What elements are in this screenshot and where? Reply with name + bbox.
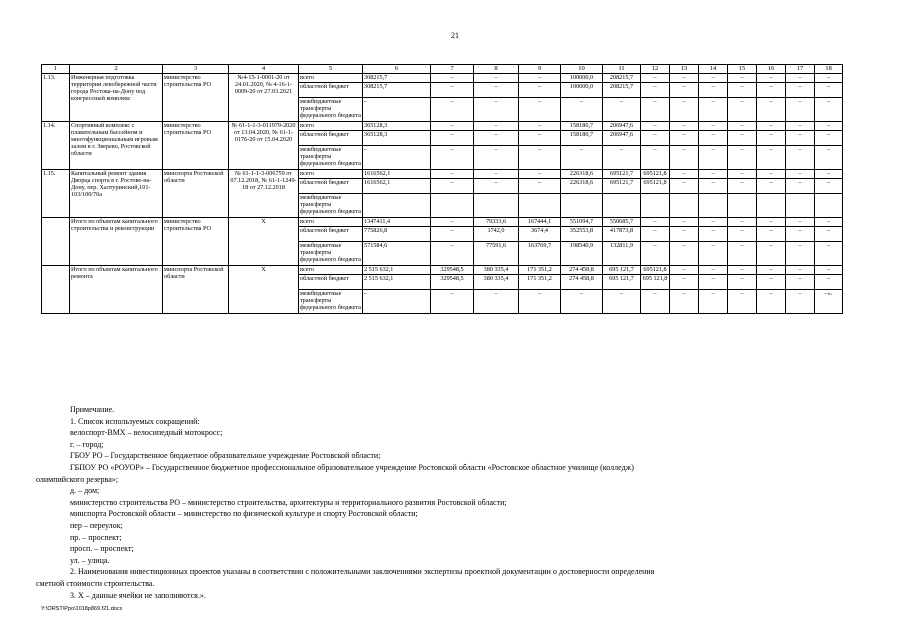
row-number [42,266,70,314]
value-cell: – [757,170,786,179]
row-number [42,218,70,266]
funding-source: межбюджетные трансферты федерального бюджета [299,242,363,266]
value-cell: – [519,122,561,131]
value-cell: 1742,0 [474,227,519,242]
value-cell: – [699,290,728,314]
expertise-document: № 61-1-1-3-006759 от 07.12.2018, № 61-1-1249-18 от 27.12.2018 [229,170,299,218]
funding-source: всего [299,266,363,275]
value-cell [757,194,786,218]
column-header: 6 [363,65,431,74]
value-cell: – [641,74,670,83]
value-cell [699,194,728,218]
value-cell: 551094,7 [561,218,603,227]
value-cell: 380 335,4 [474,275,519,290]
funding-source: всего [299,74,363,83]
value-cell [431,194,474,218]
value-cell: 2 515 632,1 [363,266,431,275]
value-cell: – [786,131,815,146]
value-cell: – [815,218,843,227]
value-cell: – [757,227,786,242]
value-cell: – [519,74,561,83]
responsible-org: министерство строительства РО [163,74,229,122]
column-header: 18 [815,65,843,74]
value-cell: – [757,266,786,275]
value-cell: 2 515 632,1 [363,275,431,290]
value-cell: – [603,290,641,314]
value-cell: – [474,290,519,314]
value-cell: 171 351,2 [519,275,561,290]
value-cell: – [670,218,699,227]
value-cell: – [699,179,728,194]
abbr-line: велоспорт-ВМХ – велосипедный мотокросс; [70,428,223,438]
funding-source: всего [299,170,363,179]
value-cell: 3674,4 [519,227,561,242]
value-cell: – [474,131,519,146]
object-name: Капитальный ремонт здания Дворца спорта в г. Ростове-на-Дону, пер. Халтуринский,101-103/100/70а [70,170,163,218]
value-cell: – [757,122,786,131]
value-cell: – [699,218,728,227]
header-row [42,65,843,74]
budget-table [41,64,843,314]
value-cell: – [815,131,843,146]
value-cell: – [757,290,786,314]
column-header: 11 [603,65,641,74]
value-cell: 167444,1 [519,218,561,227]
value-cell: – [641,242,670,266]
value-cell: – [363,98,431,122]
column-header: 10 [561,65,603,74]
value-cell: 329548,5 [431,275,474,290]
value-cell: – [474,74,519,83]
value-cell: – [815,170,843,179]
value-cell: 695121,8 [641,266,670,275]
value-cell: 695121,8 [641,179,670,194]
value-cell [641,194,670,218]
column-header: 4 [229,65,299,74]
value-cell: 329548,5 [431,266,474,275]
value-cell: 163769,7 [519,242,561,266]
value-cell: – [728,122,757,131]
value-cell [519,194,561,218]
abbr-line: просп. – проспект; [70,544,134,554]
value-cell: – [815,74,843,83]
value-cell: – [728,266,757,275]
value-cell: – [641,131,670,146]
value-cell: – [699,266,728,275]
value-cell: – [728,218,757,227]
responsible-org: минспорта Ростовской области [163,266,229,314]
value-cell: – [786,83,815,98]
notes-title: Примечание. [70,405,115,414]
value-cell: – [474,98,519,122]
value-cell: – [474,179,519,194]
funding-source: областной бюджет [299,275,363,290]
value-cell [815,194,843,218]
value-cell: – [728,275,757,290]
funding-source: областной бюджет [299,227,363,242]
value-cell: – [431,122,474,131]
column-header: 8 [474,65,519,74]
value-cell: 695 121,7 [603,275,641,290]
abbr-line-continued: олимпийского резерва»; [36,474,118,484]
responsible-org: министерство строительства РО [163,122,229,170]
value-cell: – [757,98,786,122]
value-cell: – [815,98,843,122]
value-cell [670,194,699,218]
value-cell: 1347411,4 [363,218,431,227]
value-cell: –». [815,290,843,314]
funding-source: межбюджетные трансферты федерального бюджета [299,290,363,314]
column-header: 1 [42,65,70,74]
abbr-line: ул. – улица. [70,555,110,565]
expertise-document: № 61-1-1-3-011979-2020 от 13.04.2020, № 61-1-0176-20 от 15.04.2020 [229,122,299,170]
value-cell: – [431,83,474,98]
value-cell: – [757,146,786,170]
value-cell: – [431,242,474,266]
column-header: 13 [670,65,699,74]
value-cell: – [786,122,815,131]
value-cell: – [561,98,603,122]
responsible-org: минспорта Ростовской области [163,170,229,218]
column-header: 15 [728,65,757,74]
value-cell: – [728,242,757,266]
value-cell: – [728,98,757,122]
notes-item-1: 1. Список используемых сокращений: [70,416,200,426]
value-cell: 308215,7 [363,83,431,98]
value-cell: 550685,7 [603,218,641,227]
value-cell: – [670,146,699,170]
value-cell: – [603,98,641,122]
value-cell: – [670,74,699,83]
value-cell: – [699,227,728,242]
value-cell: 226318,6 [561,170,603,179]
abbr-line: пер – переулок; [70,520,123,530]
value-cell: – [699,146,728,170]
value-cell: – [519,179,561,194]
value-cell: – [431,170,474,179]
value-cell: – [641,290,670,314]
table-row [42,218,843,227]
value-cell: – [757,74,786,83]
object-name: Инженерная подготовка территории левобережной части города Ростова-на-Дону под конгрессный комплекс [70,74,163,122]
value-cell: – [670,83,699,98]
value-cell: – [815,146,843,170]
value-cell: – [474,83,519,98]
funding-source: межбюджетные трансферты федерального бюджета [299,146,363,170]
abbr-line: пр. – проспект; [70,532,122,542]
object-name: Итого по объектам капитального строительства и реконструкции [70,218,163,266]
value-cell: – [603,146,641,170]
value-cell: – [641,227,670,242]
value-cell: – [561,290,603,314]
value-cell: 380 335,4 [474,266,519,275]
value-cell: – [431,227,474,242]
value-cell: 132811,9 [603,242,641,266]
expertise-document: Х [229,266,299,314]
value-cell: 158180,7 [561,122,603,131]
value-cell: 695121,8 [641,170,670,179]
value-cell: – [786,266,815,275]
value-cell: – [519,146,561,170]
value-cell: – [786,242,815,266]
notes-item-2-continued: сметной стоимости строительства. [36,578,155,588]
value-cell: – [757,83,786,98]
table-row [42,170,843,179]
responsible-org: министерство строительства РО [163,218,229,266]
value-cell: – [699,98,728,122]
value-cell: – [519,170,561,179]
expertise-document: №4-15-1-0001-20 от 24.01.2020, № 4-16-1-0009-20 от 27.03.2021 [229,74,299,122]
value-cell: – [728,74,757,83]
value-cell: 206947,6 [603,122,641,131]
abbr-line: ГБОУ РО – Государственное бюджетное образовательное учреждение Ростовской области; [70,451,381,461]
value-cell [474,194,519,218]
value-cell: 171 351,2 [519,266,561,275]
value-cell: – [431,74,474,83]
value-cell: – [815,122,843,131]
value-cell: – [431,179,474,194]
value-cell: – [699,122,728,131]
funding-source: всего [299,218,363,227]
value-cell: – [670,275,699,290]
value-cell: – [519,290,561,314]
row-number: 1.13. [42,74,70,122]
value-cell: – [519,131,561,146]
value-cell [786,194,815,218]
value-cell: – [728,83,757,98]
value-cell: 206947,6 [603,131,641,146]
abbr-line: минспорта Ростовской области – министерство по физической культуре и спорту Ростовской области; [70,509,418,519]
page-number: 21 [451,31,459,40]
value-cell: – [757,131,786,146]
value-cell: – [699,275,728,290]
value-cell: 208215,7 [603,83,641,98]
value-cell: 695121,7 [603,179,641,194]
value-cell: – [699,170,728,179]
column-header: 12 [641,65,670,74]
value-cell: – [363,146,431,170]
abbr-line: ГБПОУ РО «РОУОР» – Государственное бюджетное профессиональное образовательное учреждение Ростовской области «Ростовское областное училище (колледж) [70,462,634,472]
funding-source: областной бюджет [299,83,363,98]
value-cell: – [641,83,670,98]
value-cell [561,194,603,218]
value-cell: – [728,131,757,146]
funding-source: всего [299,122,363,131]
value-cell: – [431,98,474,122]
value-cell: 308215,7 [363,74,431,83]
value-cell: 695 121,7 [603,266,641,275]
value-cell: 100000,0 [561,83,603,98]
value-cell: – [699,131,728,146]
value-cell: – [757,275,786,290]
row-number: 1.14. [42,122,70,170]
value-cell: – [641,218,670,227]
value-cell: – [815,227,843,242]
column-header: 2 [70,65,163,74]
notes-item-3: 3. Х – данные ячейки не заполняются.». [70,590,206,600]
value-cell: – [815,179,843,194]
value-cell: 417873,8 [603,227,641,242]
value-cell: – [728,179,757,194]
value-cell: – [641,122,670,131]
value-cell: 695 121,8 [641,275,670,290]
funding-source: областной бюджет [299,131,363,146]
value-cell: – [728,146,757,170]
value-cell: – [786,98,815,122]
value-cell: – [815,242,843,266]
value-cell: – [757,218,786,227]
value-cell: – [786,218,815,227]
value-cell: – [670,227,699,242]
value-cell: – [728,227,757,242]
value-cell: 77591,6 [474,242,519,266]
value-cell: – [786,290,815,314]
value-cell: – [670,131,699,146]
value-cell: – [699,83,728,98]
value-cell: – [786,146,815,170]
column-header: 9 [519,65,561,74]
table-row [42,266,843,275]
value-cell: – [728,290,757,314]
value-cell: – [699,242,728,266]
value-cell: – [561,146,603,170]
value-cell: – [786,275,815,290]
object-name: Спортивный комплекс с плавательным бассейном и многофункциональным игровым залом в г. Зверево, Ростовской области [70,122,163,170]
value-cell: – [670,179,699,194]
column-header: 16 [757,65,786,74]
value-cell [603,194,641,218]
table-row [42,122,843,131]
abbr-line: г. – город; [70,439,104,449]
value-cell: – [815,275,843,290]
value-cell: 158180,7 [561,131,603,146]
value-cell: 1616562,1 [363,179,431,194]
value-cell: – [519,98,561,122]
object-name: Итого по объектам капитального ремонта [70,266,163,314]
value-cell: – [474,122,519,131]
notes-block [36,404,870,601]
value-cell: – [641,146,670,170]
value-cell: 775826,8 [363,227,431,242]
value-cell: – [670,98,699,122]
value-cell: – [757,179,786,194]
value-cell [363,194,431,218]
value-cell: – [786,74,815,83]
value-cell: 208215,7 [603,74,641,83]
footer-file-path: Y:\ORST\Ppo\1018p869.f21.docx [41,606,123,612]
column-header: 3 [163,65,229,74]
expertise-document: Х [229,218,299,266]
value-cell: 198540,9 [561,242,603,266]
value-cell: – [474,146,519,170]
value-cell: 79333,6 [474,218,519,227]
value-cell: – [431,218,474,227]
funding-source: межбюджетные трансферты федерального бюджета [299,194,363,218]
value-cell: – [670,266,699,275]
value-cell: – [431,131,474,146]
funding-source: областной бюджет [299,179,363,194]
column-header: 7 [431,65,474,74]
value-cell: – [699,74,728,83]
value-cell: 274 458,8 [561,275,603,290]
value-cell: – [474,170,519,179]
value-cell: – [670,122,699,131]
value-cell: 571584,6 [363,242,431,266]
value-cell: 695121,7 [603,170,641,179]
value-cell: – [641,98,670,122]
value-cell: – [815,83,843,98]
value-cell: – [786,170,815,179]
value-cell: – [815,266,843,275]
value-cell: 365128,3 [363,131,431,146]
value-cell: 1616562,1 [363,170,431,179]
value-cell: – [431,146,474,170]
value-cell: – [519,83,561,98]
row-number: 1.15. [42,170,70,218]
value-cell: 352553,8 [561,227,603,242]
value-cell: 100000,0 [561,74,603,83]
value-cell: 226318,6 [561,179,603,194]
value-cell: 365128,3 [363,122,431,131]
column-header: 5 [299,65,363,74]
value-cell: – [786,179,815,194]
column-header: 17 [786,65,815,74]
column-header: 14 [699,65,728,74]
value-cell: – [363,290,431,314]
funding-source: межбюджетные трансферты федерального бюджета [299,98,363,122]
table-row [42,74,843,83]
value-cell [728,194,757,218]
abbr-line: д. – дом; [70,486,100,496]
value-cell: – [728,170,757,179]
value-cell: 274 458,8 [561,266,603,275]
value-cell: – [670,170,699,179]
abbr-line: министерство строительства РО – министерство строительства, архитектуры и территориального развития Ростовской области; [70,497,507,507]
value-cell: – [757,242,786,266]
value-cell: – [431,290,474,314]
value-cell: – [786,227,815,242]
value-cell: – [670,290,699,314]
notes-item-2: 2. Наименования инвестиционных проектов указаны в соответствии с положительными заключениями экспертизы проектной документации о достоверности определения [70,567,655,577]
value-cell: – [670,242,699,266]
